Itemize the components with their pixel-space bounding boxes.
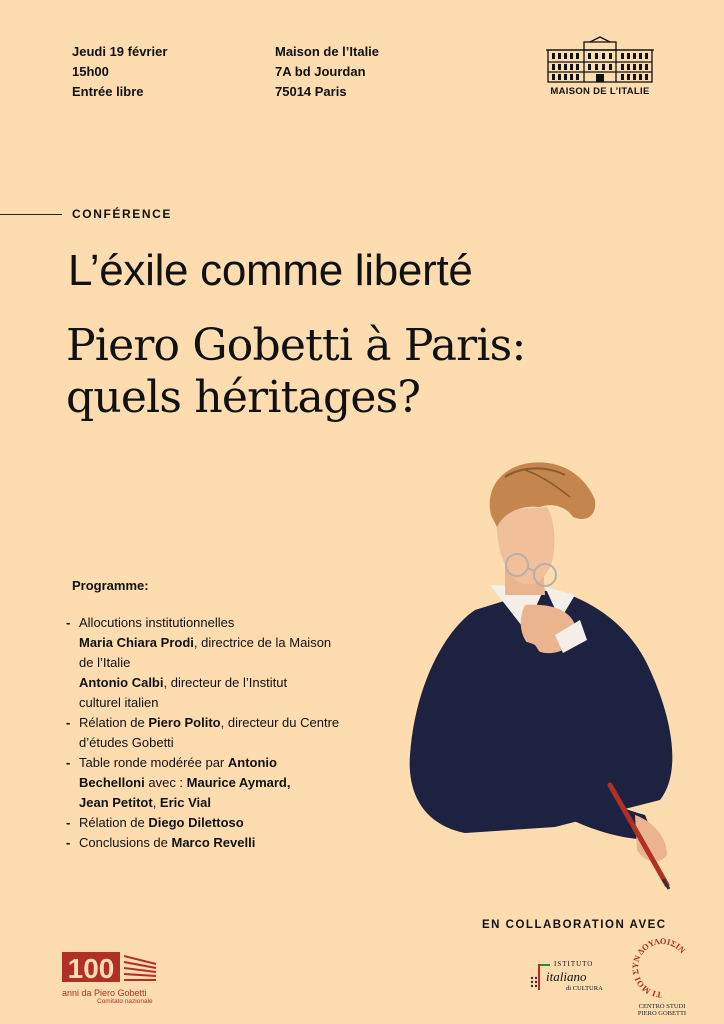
programme-item xyxy=(66,733,396,753)
centro-ring-text: ΤΙ ΜΟΙ ΣΥΝ ΔΟΥΛΟΙΣΙΝ xyxy=(629,936,688,998)
programme-text xyxy=(79,633,331,653)
programme-bullet xyxy=(66,793,79,813)
programme-bullet: - xyxy=(66,715,71,730)
centenary-line-2: Comitato nazionale xyxy=(97,998,153,1005)
speaker-name: Jean Petitot xyxy=(79,795,153,810)
programme-bullet xyxy=(66,653,79,673)
programme-text-part: culturel italien xyxy=(79,695,159,710)
programme-text xyxy=(79,833,255,853)
programme-list xyxy=(66,613,396,853)
centro-studi-logo xyxy=(626,936,698,1017)
programme-text xyxy=(79,713,339,733)
title-line-2b: quels héritages? xyxy=(66,372,421,423)
programme-item xyxy=(66,813,396,833)
iic-logo xyxy=(530,958,620,994)
programme-text xyxy=(79,793,211,813)
venue-city: 75014 Paris xyxy=(275,84,347,99)
programme-text xyxy=(79,773,290,793)
iic-word-1: ISTITUTO xyxy=(554,960,594,968)
programme-item xyxy=(66,773,396,793)
programme-text xyxy=(79,753,277,773)
programme-text-part: Allocutions institutionnelles xyxy=(79,615,235,630)
programme-text-part: Table ronde modérée par xyxy=(79,755,228,770)
speaker-name: Piero Polito xyxy=(148,715,221,730)
title-line-1: L’éxile comme liberté xyxy=(68,246,473,295)
programme-text xyxy=(79,613,234,633)
programme-heading: Programme: xyxy=(72,578,149,593)
programme-text-part: de l’Italie xyxy=(79,655,131,670)
programme-item xyxy=(66,653,396,673)
programme-bullet xyxy=(66,633,79,653)
programme-text-part: Rélation de xyxy=(79,815,149,830)
venue-address: 7A bd Jourdan xyxy=(275,64,366,79)
event-info xyxy=(72,42,167,102)
centro-line-2: PIERO GOBETTI xyxy=(637,1010,687,1017)
kicker-rule xyxy=(0,214,62,215)
title-line-2a: Piero Gobetti à Paris: xyxy=(66,320,526,371)
programme-bullet xyxy=(66,673,79,693)
programme-item xyxy=(66,673,396,693)
programme-text xyxy=(79,653,130,673)
centro-seal-icon xyxy=(626,936,698,998)
programme-bullet: - xyxy=(66,815,71,830)
venue-info xyxy=(275,42,379,102)
speaker-name: Maria Chiara Prodi xyxy=(79,635,194,650)
speaker-name: Antonio Calbi xyxy=(79,675,164,690)
programme-text xyxy=(79,733,174,753)
programme-item xyxy=(66,793,396,813)
event-time: 15h00 xyxy=(72,64,109,79)
speaker-name: Eric Vial xyxy=(159,795,211,810)
centenary-line-1: anni da Piero Gobetti xyxy=(62,988,147,998)
speaker-name: Bechelloni xyxy=(79,775,145,790)
svg-text:ΤΙ ΜΟΙ ΣΥΝ ΔΟΥΛΟΙΣΙΝ xyxy=(630,936,688,998)
programme-text-part: , directeur de l’Institut xyxy=(163,675,288,690)
programme-text-part: Rélation de xyxy=(79,715,149,730)
programme-text-part: d’études Gobetti xyxy=(79,735,174,750)
maison-logo-label: MAISON DE L’ITALIE xyxy=(550,86,650,97)
speaker-name: Marco Revelli xyxy=(171,835,256,850)
programme-item xyxy=(66,833,396,853)
title-line-2 xyxy=(66,320,686,424)
programme-item xyxy=(66,613,396,633)
programme-item xyxy=(66,753,396,773)
centro-line-1: CENTRO STUDI xyxy=(638,1003,686,1010)
kicker: CONFÉRENCE xyxy=(72,207,173,221)
event-entry: Entrée libre xyxy=(72,84,144,99)
programme-bullet xyxy=(66,733,79,753)
programme-item xyxy=(66,633,396,653)
centenary-mark-icon xyxy=(62,952,172,982)
event-date: Jeudi 19 février xyxy=(72,44,168,59)
programme-bullet xyxy=(66,693,79,713)
iic-word-3: di CULTURA xyxy=(566,985,603,992)
building-icon xyxy=(544,36,656,84)
programme-item xyxy=(66,713,396,733)
programme-text-part: , directrice de la Maison xyxy=(193,635,332,650)
speaker-name: Antonio xyxy=(227,755,277,770)
collaboration-label: EN COLLABORATION AVEC xyxy=(482,919,667,931)
maison-italie-logo xyxy=(540,36,660,97)
programme-bullet: - xyxy=(66,615,71,630)
programme-bullet xyxy=(66,773,79,793)
programme-text xyxy=(79,673,287,693)
speaker-name: Maurice Aymard, xyxy=(186,775,291,790)
centenary-number: 100 xyxy=(67,953,115,982)
programme-text-part: , xyxy=(152,795,160,810)
programme-item xyxy=(66,693,396,713)
programme-text xyxy=(79,693,159,713)
programme-bullet: - xyxy=(66,835,71,850)
venue-name: Maison de l’Italie xyxy=(275,44,380,59)
programme-text-part: avec : xyxy=(144,775,187,790)
programme-text-part: Conclusions de xyxy=(79,835,172,850)
programme-text xyxy=(79,813,244,833)
portrait-illustration xyxy=(405,455,705,895)
centenary-logo xyxy=(62,952,172,1005)
programme-text-part: , directeur du Centre xyxy=(220,715,340,730)
iic-word-2: italiano xyxy=(546,969,587,984)
speaker-name: Diego Dilettoso xyxy=(148,815,244,830)
programme-bullet: - xyxy=(66,755,71,770)
